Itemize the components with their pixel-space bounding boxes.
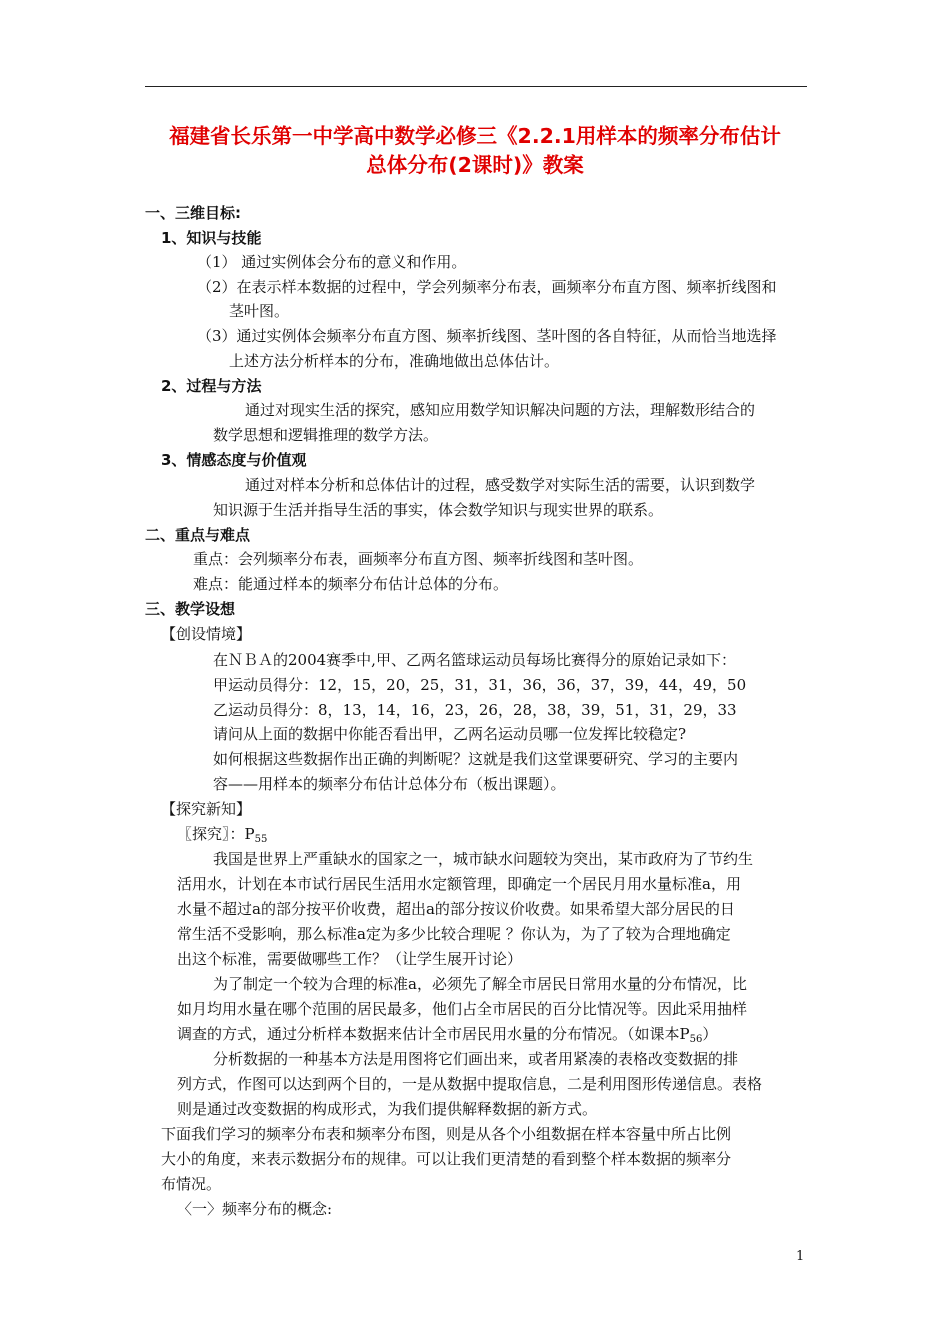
- page-reference: 55: [254, 834, 268, 845]
- section1-heading: 一、三维目标:: [145, 204, 241, 222]
- process-method-text: 通过对现实生活的探究，感知应用数学知识解决问题的方法，理解数形结合的: [245, 401, 756, 419]
- paragraph-line: 常生活不受影响，那么标准a定为多少比较合理呢 ？你认为，为了了较为合理地确定: [177, 925, 731, 943]
- player-b-scores: 乙运动员得分：8，13，14，16，23，26，28，38，39，51，31，29，33: [213, 701, 737, 719]
- attitude-text: 知识源于生活并指导生活的事实，体会数学知识与现实世界的联系。: [213, 501, 664, 519]
- document-title-line1: 福建省长乐第一中学高中数学必修三《2.2.1用样本的频率分布估计: [169, 124, 781, 148]
- paragraph-line: 布情况。: [161, 1175, 222, 1193]
- paragraph-line: 下面我们学习的频率分布表和频率分布图，则是从各个小组数据在样本容量中所占比例: [161, 1125, 732, 1143]
- section3-heading: 三、教学设想: [145, 600, 236, 618]
- paragraph-line: 为了制定一个较为合理的标准a，必须先了解全市居民日常用水量的分布情况，比: [213, 975, 747, 993]
- paragraph-line: 分析数据的一种基本方法是用图将它们画出来，或者用紧凑的表格改变数据的排: [213, 1050, 739, 1068]
- difficulty: 难点：能通过样本的频率分布估计总体的分布。: [193, 575, 509, 593]
- paragraph-line: 大小的角度，来表示数据分布的规律。可以让我们更清楚的看到整个样本数据的频率分: [161, 1150, 732, 1168]
- explore-label: 【探究新知】: [161, 800, 252, 818]
- explore-tag: 〖探究〗：$P_{55}$: [177, 825, 268, 845]
- objective-item: （3）通过实例体会频率分布直方图、频率折线图、茎叶图的各自特征，从而恰当地选择: [197, 327, 777, 345]
- attitude-text: 通过对样本分析和总体估计的过程，感受数学对实际生活的需要，认识到数学: [245, 476, 756, 494]
- objective-item: 茎叶图。: [229, 302, 290, 320]
- section1-sub1-heading: 1、知识与技能: [161, 229, 262, 247]
- scenario-text: 在ＮＢＡ的2004赛季中,甲、乙两名篮球运动员每场比赛得分的原始记录如下：: [213, 651, 736, 669]
- paragraph-line: 列方式，作图可以达到两个目的，一是从数据中提取信息，二是利用图形传递信息。表格: [177, 1075, 763, 1093]
- page-number: 1: [796, 1249, 805, 1264]
- scenario-text: 如何根据这些数据作出正确的判断呢？这就是我们这堂课要研究、学习的主要内: [213, 750, 739, 768]
- scenario-label: 【创设情境】: [161, 625, 252, 643]
- paragraph-line: 则是通过改变数据的构成形式，为我们提供解释数据的新方式。: [177, 1100, 598, 1118]
- objective-item: （1） 通过实例体会分布的意义和作用。: [197, 253, 467, 271]
- key-point: 重点：会列频率分布表，画频率分布直方图、频率折线图和茎叶图。: [193, 550, 644, 568]
- paragraph-line: 水量不超过a的部分按平价收费，超出a的部分按议价收费。如果希望大部分居民的日: [177, 900, 735, 918]
- page-reference: 56: [689, 1034, 703, 1045]
- paragraph-line: 活用水，计划在本市试行居民生活用水定额管理，即确定一个居民月用水量标准a，用: [177, 875, 741, 893]
- player-a-scores: 甲运动员得分：12，15，20，25，31，31，36，36，37，39，44，49，50: [213, 676, 747, 694]
- document-title-line2: 总体分布(2课时)》教案: [366, 153, 584, 177]
- paragraph-line: 调查的方式，通过分析样本数据来估计全市居民用水量的分布情况。（如课本$P_{56}$）: [177, 1025, 718, 1045]
- paragraph-line: 我国是世界上严重缺水的国家之一，城市缺水问题较为突出，某市政府为了节约生: [213, 850, 754, 868]
- scenario-text: 容——用样本的频率分布估计总体分布（板出课题）。: [213, 775, 566, 793]
- concept-heading: 〈一〉频率分布的概念:: [177, 1200, 333, 1218]
- header-rule: [145, 86, 807, 87]
- section1-sub2-heading: 2、过程与方法: [161, 377, 262, 395]
- scenario-text: 请问从上面的数据中你能否看出甲，乙两名运动员哪一位发挥比较稳定?: [213, 725, 687, 743]
- section2-heading: 二、重点与难点: [145, 526, 251, 544]
- objective-item: （2）在表示样本数据的过程中，学会列频率分布表，画频率分布直方图、频率折线图和: [197, 278, 777, 296]
- process-method-text: 数学思想和逻辑推理的数学方法。: [213, 426, 439, 444]
- section1-sub3-heading: 3、情感态度与价值观: [161, 451, 307, 469]
- objective-item: 上述方法分析样本的分布，准确地做出总体估计。: [229, 352, 560, 370]
- paragraph-line: 如月均用水量在哪个范围的居民最多，他们占全市居民的百分比情况等。因此采用抽样: [177, 1000, 748, 1018]
- paragraph-line: 出这个标准，需要做哪些工作？（让学生展开讨论）: [177, 950, 523, 968]
